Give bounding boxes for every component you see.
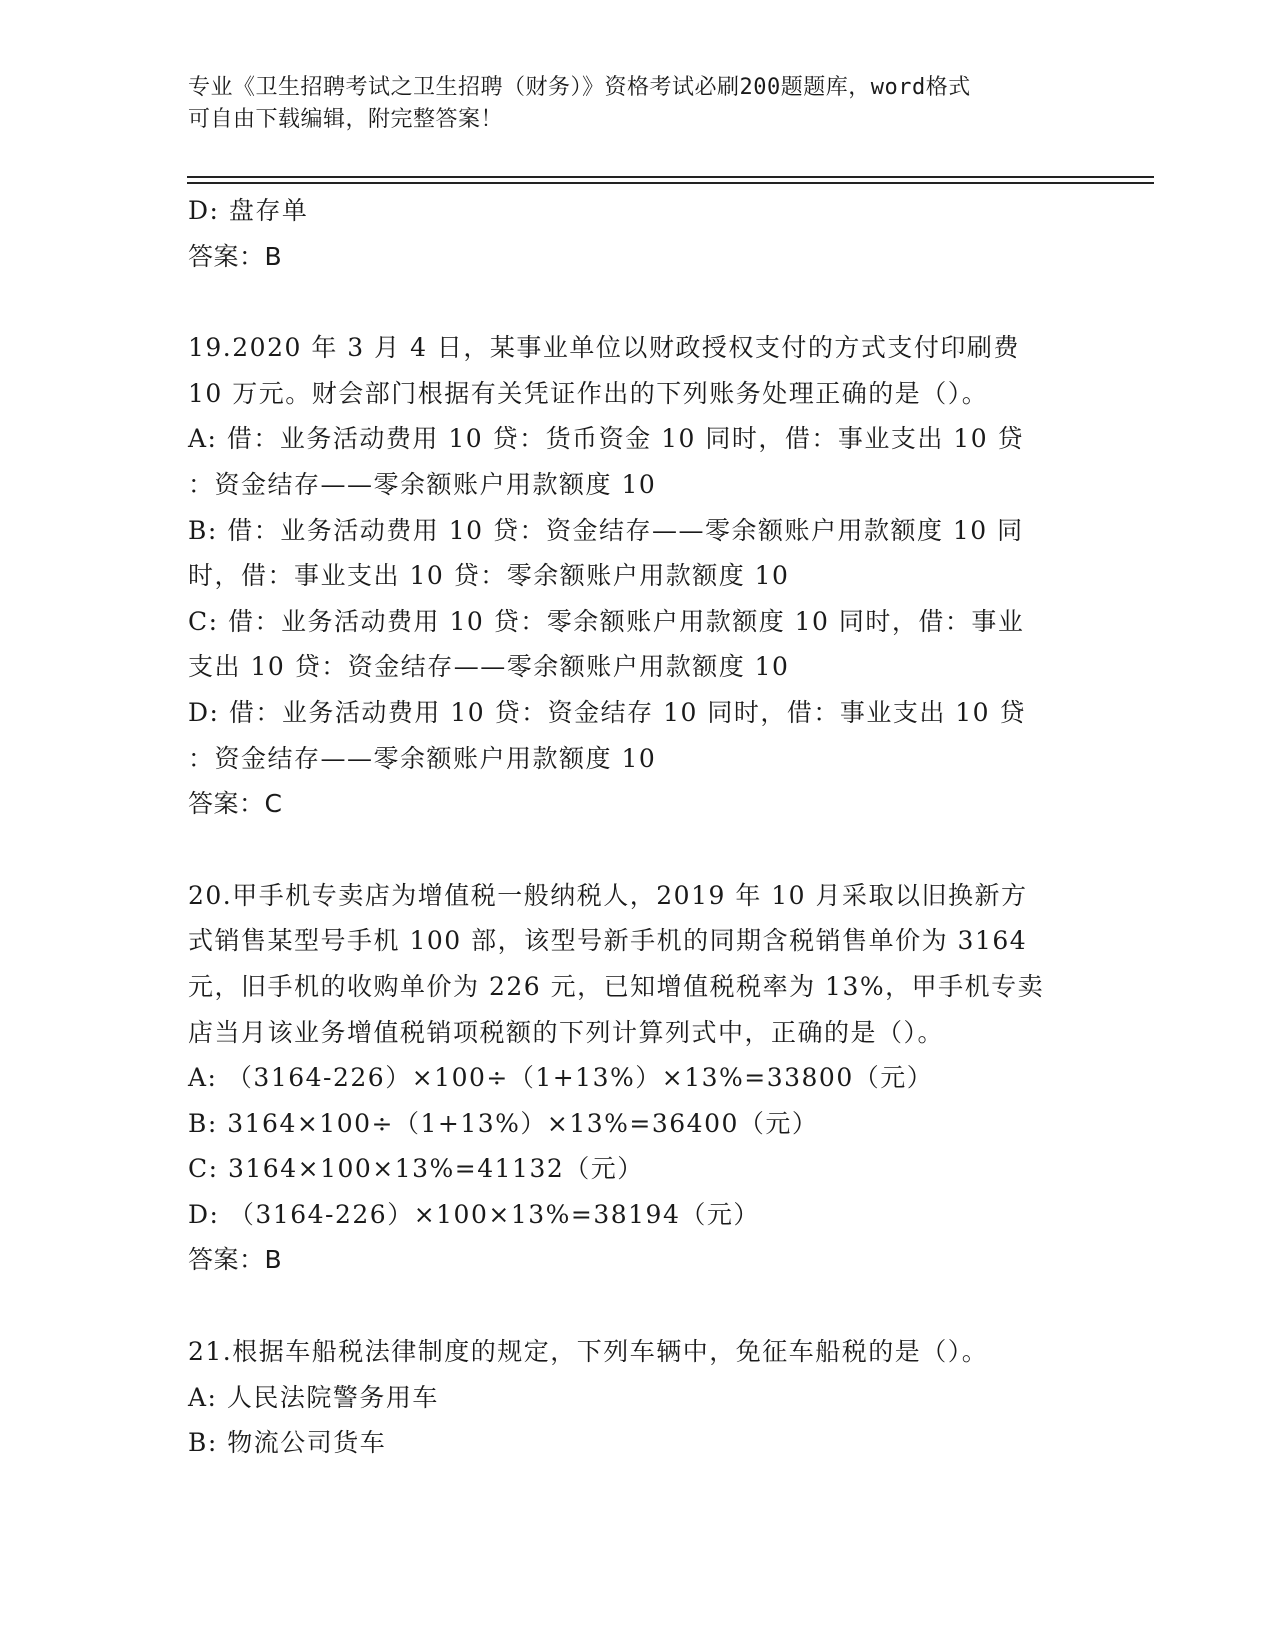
question-content	[188, 188, 1088, 1466]
question-19-answer: 答案：C	[188, 789, 283, 819]
question-21	[188, 1329, 1088, 1466]
question-20-text-line-4: 店当月该业务增值税销项税额的下列计算列式中，正确的是（）。	[188, 1017, 945, 1047]
spacer	[188, 827, 1088, 873]
question-19-option-b-line-2: 时，借：事业支出 10 贷：零余额账户用款额度 10	[188, 561, 790, 591]
question-20-option-b: B: 3164×100÷（1+13%）×13%=36400（元）	[188, 1108, 819, 1138]
prev-question-option-d: D: 盘存单	[188, 196, 309, 225]
question-19-option-c-line-1: C: 借：业务活动费用 10 贷：零余额账户用款额度 10 同时，借：事业	[188, 606, 1025, 636]
document-header	[188, 72, 1108, 136]
question-20-option-d: D: （3164-226）×100×13%=38194（元）	[188, 1199, 760, 1229]
question-20-text-line-3: 元，旧手机的收购单价为 226 元，已知增值税税率为 13%，甲手机专卖	[188, 971, 1045, 1001]
question-19-text-line-2: 10 万元。财会部门根据有关凭证作出的下列账务处理正确的是（）。	[188, 378, 989, 408]
question-19-option-a-line-2: ：资金结存——零余额账户用款额度 10	[188, 469, 657, 499]
header-title-line-1: 专业《卫生招聘考试之卫生招聘（财务）》资格考试必刷200题题库，word格式	[188, 75, 971, 100]
prev-question-answer: 答案：B	[188, 241, 283, 271]
question-20-answer: 答案：B	[188, 1245, 283, 1275]
question-19-text-line-1: 19.2020 年 3 月 4 日，某事业单位以财政授权支付的方式支付印刷费	[188, 333, 1020, 363]
question-20-text-line-1: 20.甲手机专卖店为增值税一般纳税人，2019 年 10 月采取以旧换新方	[188, 880, 1028, 910]
header-divider-top	[187, 176, 1154, 178]
question-21-option-a: A: 人民法院警务用车	[188, 1382, 439, 1412]
question-20-text-line-2: 式销售某型号手机 100 部，该型号新手机的同期含税销售单价为 3164	[188, 926, 1028, 956]
question-19-option-b-line-1: B: 借：业务活动费用 10 贷：资金结存——零余额账户用款额度 10 同	[188, 515, 1024, 545]
question-19-option-a-line-1: A: 借：业务活动费用 10 贷：货币资金 10 同时，借：事业支出 10 贷	[188, 424, 1025, 454]
question-19-option-c-line-2: 支出 10 贷：资金结存——零余额账户用款额度 10	[188, 652, 790, 682]
question-20-option-c: C: 3164×100×13%=41132（元）	[188, 1154, 644, 1184]
header-divider-bottom	[187, 182, 1154, 184]
question-19-option-d-line-2: ：资金结存——零余额账户用款额度 10	[188, 743, 657, 773]
question-20-option-a: A: （3164-226）×100÷（1+13%）×13%=33800（元）	[188, 1063, 934, 1093]
question-19-option-d-line-1: D: 借：业务活动费用 10 贷：资金结存 10 同时，借：事业支出 10 贷	[188, 697, 1027, 727]
question-20	[188, 873, 1088, 1283]
question-21-option-b: B: 物流公司货车	[188, 1428, 387, 1458]
header-title-line-2: 可自由下载编辑，附完整答案！	[188, 107, 504, 132]
spacer	[188, 1283, 1088, 1329]
question-19	[188, 325, 1088, 827]
question-21-text-line-1: 21.根据车船税法律制度的规定，下列车辆中，免征车船税的是（）。	[188, 1337, 989, 1367]
spacer	[188, 279, 1088, 325]
